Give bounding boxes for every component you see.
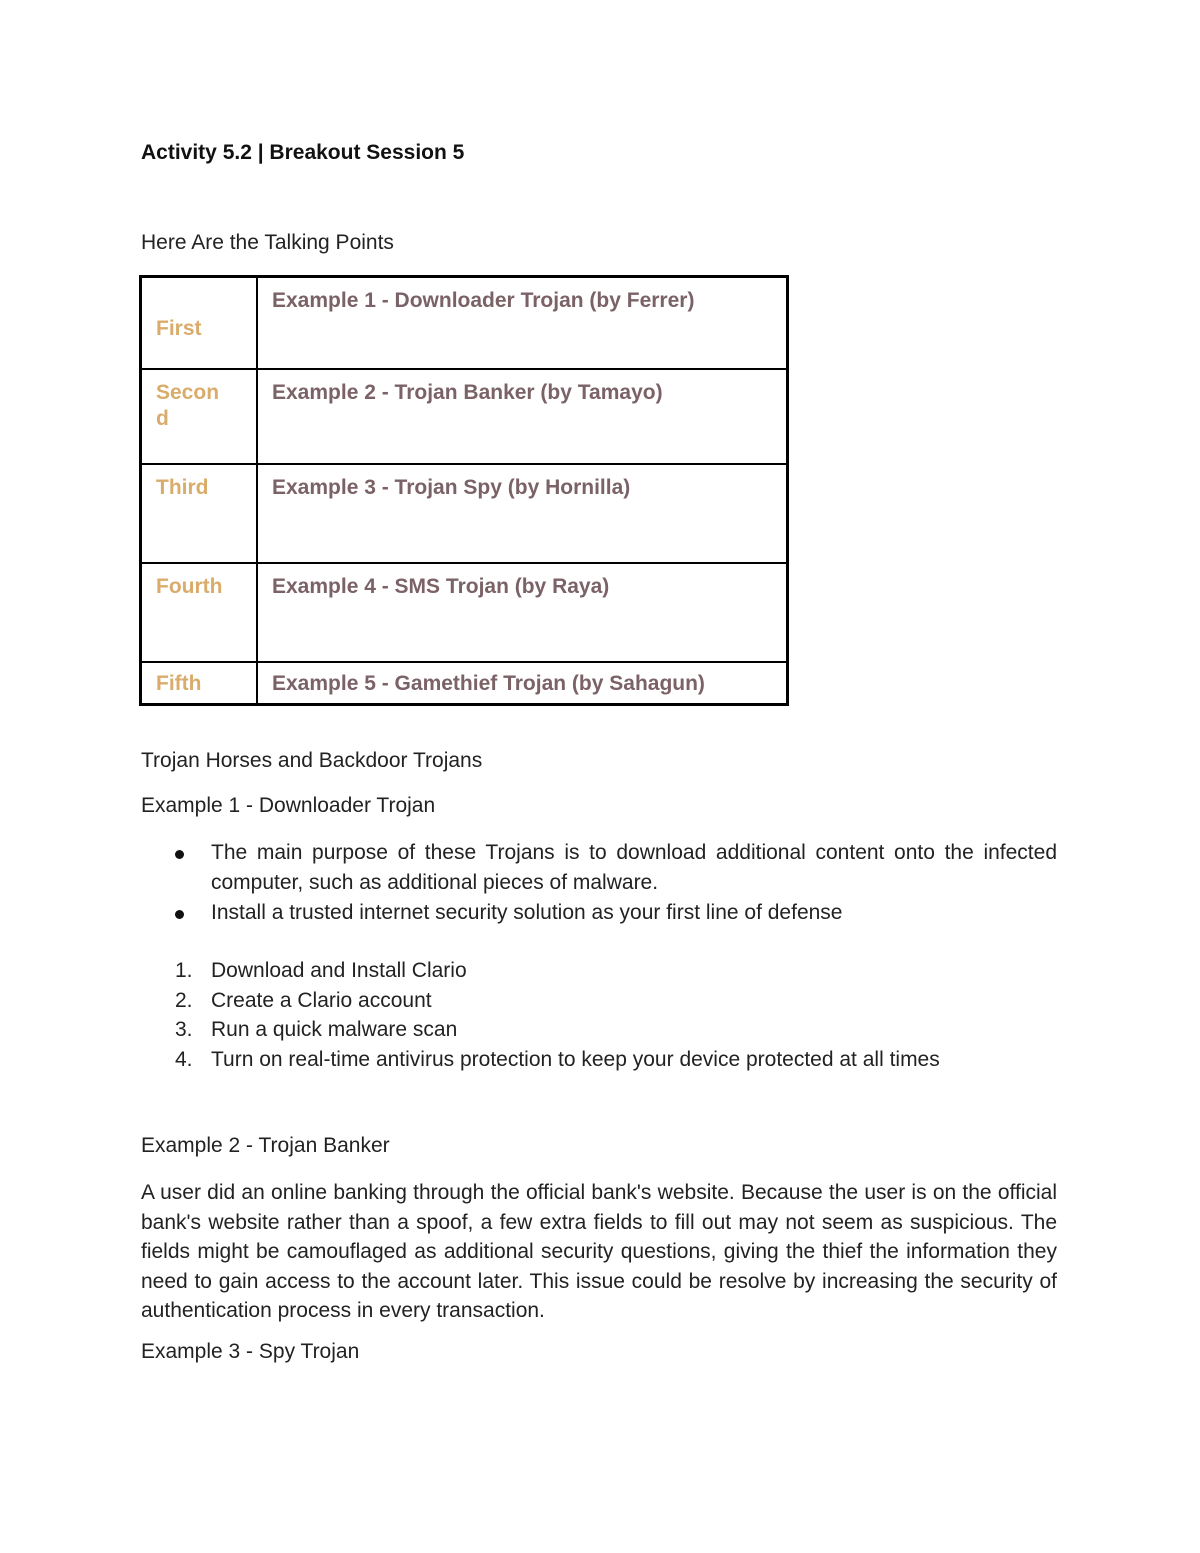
- table-row: [141, 369, 788, 464]
- list-item: [141, 1015, 1057, 1045]
- table-row: [141, 464, 788, 563]
- row-label-third: Third: [156, 476, 209, 499]
- row-example-1: Example 1 - Downloader Trojan (by Ferrer): [272, 289, 695, 312]
- row-example-3: Example 3 - Trojan Spy (by Hornilla): [272, 476, 631, 499]
- list-item: [141, 898, 1057, 928]
- table-row: [141, 662, 788, 705]
- example3-heading: Example 3 - Spy Trojan: [141, 1340, 360, 1363]
- step-text: Turn on real-time antivirus protection to keep your device protected at all times: [211, 1047, 940, 1071]
- step-number: 4.: [175, 1047, 193, 1071]
- bullet-icon: [175, 910, 184, 919]
- table-cell-label: [141, 277, 258, 370]
- example1-bullet-list: [141, 838, 1057, 928]
- example2-paragraph: A user did an online banking through the official bank's website. Because the user is on the official bank's website rather than a spoof, a few extra fields to fill out may not seem as suspicious. The fields might be camouflaged as additional security questions, giving the thief the information they need to gain access to the account later. This issue could be resolve by increasing the security of authentication process in every transaction.: [141, 1181, 1057, 1322]
- table-cell-example: [257, 277, 788, 370]
- row-example-2: Example 2 - Trojan Banker (by Tamayo): [272, 381, 663, 404]
- table-cell-example: [257, 662, 788, 705]
- row-example-5: Example 5 - Gamethief Trojan (by Sahagun): [272, 672, 705, 695]
- table-cell-label: [141, 563, 258, 662]
- table-row: [141, 277, 788, 370]
- example1-heading: Example 1 - Downloader Trojan: [141, 794, 436, 817]
- step-number: 1.: [175, 959, 193, 982]
- bullet-text: The main purpose of these Trojans is to download additional content onto the infected computer, such as additional pieces of malware.: [211, 841, 1057, 894]
- step-text: Run a quick malware scan: [211, 1018, 458, 1041]
- table-cell-label: [141, 369, 258, 464]
- table-cell-label: [141, 464, 258, 563]
- step-number: 2.: [175, 988, 193, 1012]
- bullet-icon: [175, 850, 184, 859]
- table-row: [141, 563, 788, 662]
- table-cell-example: [257, 369, 788, 464]
- step-number: 3.: [175, 1018, 193, 1041]
- talking-points-subtitle: Here Are the Talking Points: [141, 231, 394, 254]
- row-label-second: Secon d: [156, 381, 220, 430]
- row-label-first: First: [156, 317, 202, 340]
- step-text: Download and Install Clario: [211, 959, 467, 982]
- row-label-fourth: Fourth: [156, 575, 223, 598]
- list-item: [141, 838, 1057, 898]
- bullet-text: Install a trusted internet security solution as your first line of defense: [211, 901, 843, 924]
- table-cell-example: [257, 563, 788, 662]
- row-example-4: Example 4 - SMS Trojan (by Raya): [272, 575, 610, 598]
- talking-points-table: [139, 275, 789, 706]
- list-item: [141, 956, 1057, 986]
- step-text: Create a Clario account: [211, 988, 432, 1012]
- table-cell-label: [141, 662, 258, 705]
- list-item: [141, 1045, 1057, 1075]
- document-title: Activity 5.2 | Breakout Session 5: [141, 141, 465, 164]
- example1-steps-list: [141, 956, 1057, 1074]
- list-item: [141, 986, 1057, 1016]
- section-heading: Trojan Horses and Backdoor Trojans: [141, 749, 483, 772]
- row-label-fifth: Fifth: [156, 672, 202, 695]
- example2-heading: Example 2 - Trojan Banker: [141, 1134, 390, 1157]
- table-cell-example: [257, 464, 788, 563]
